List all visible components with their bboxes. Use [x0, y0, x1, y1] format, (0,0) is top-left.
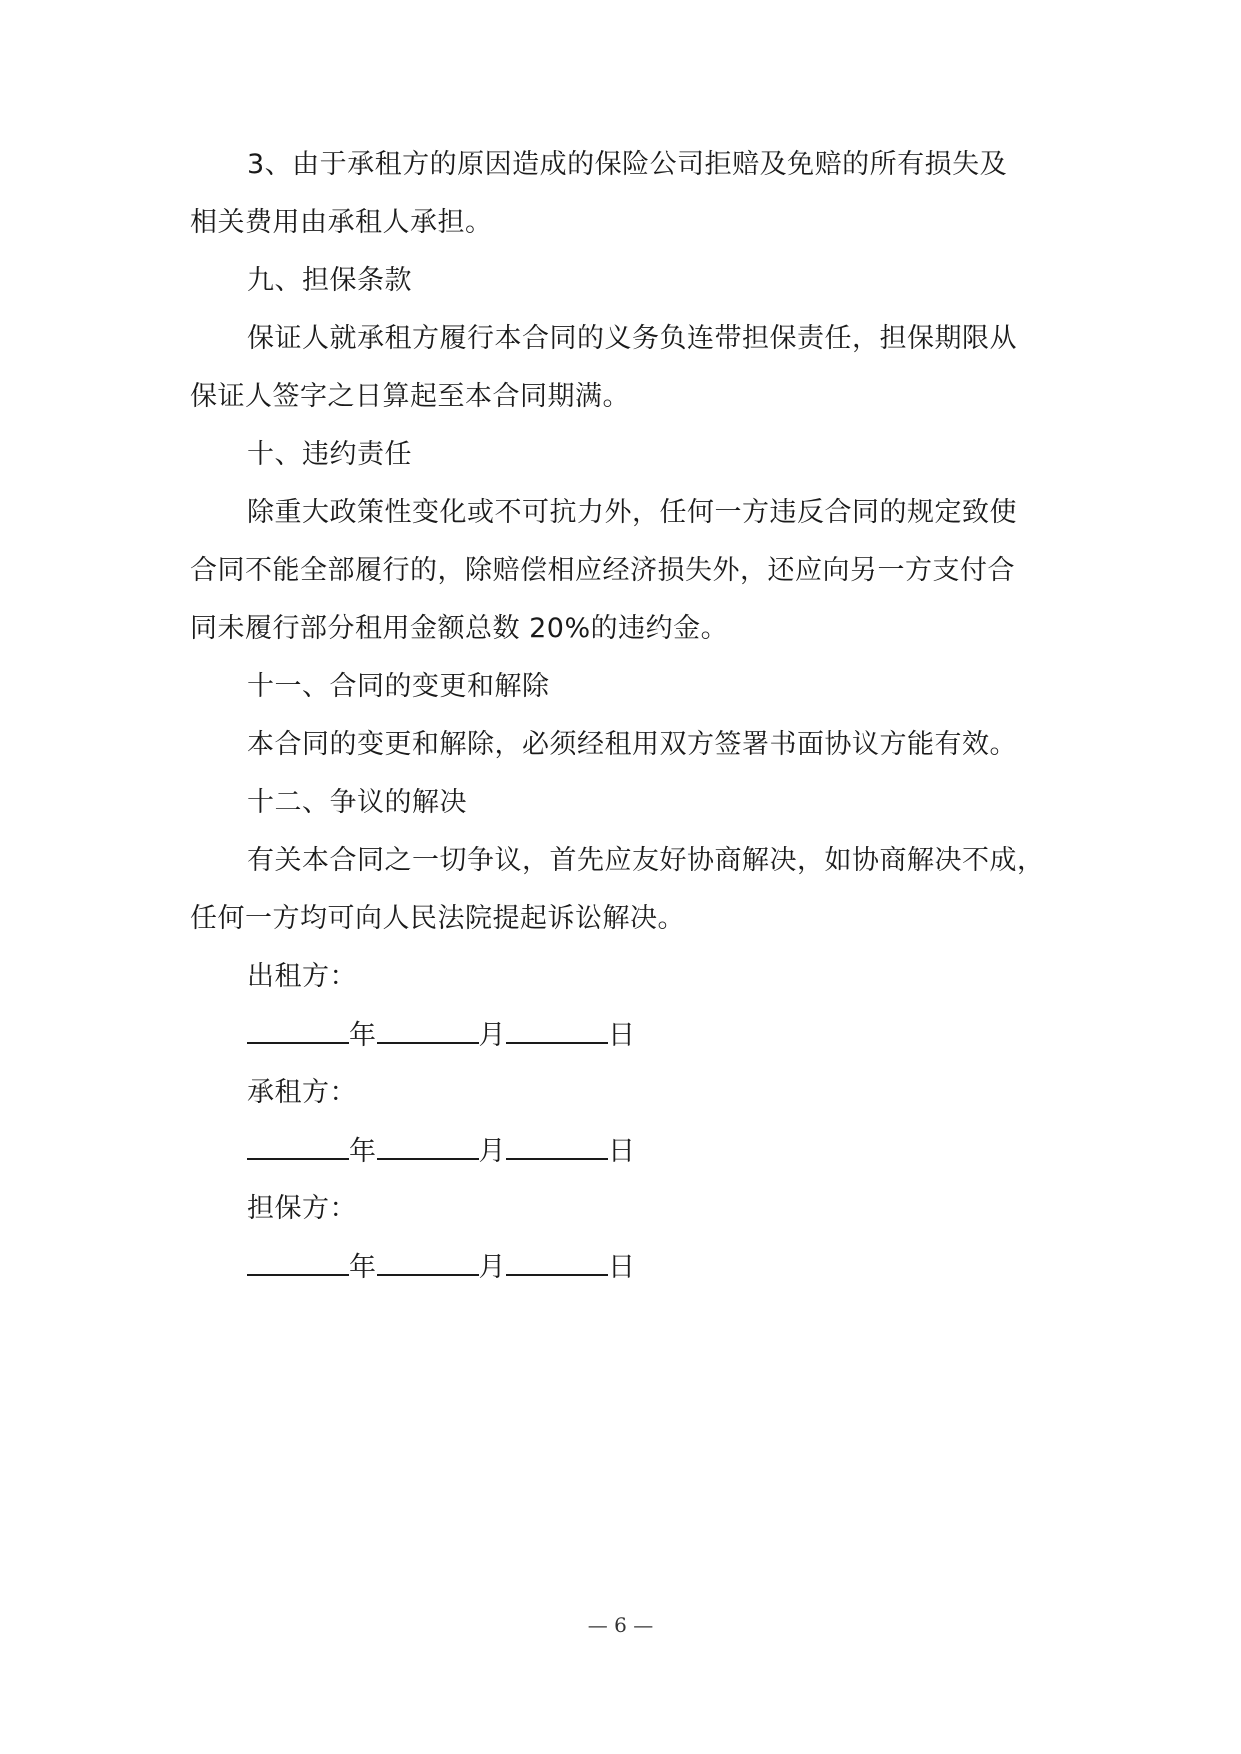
day-unit: 日 [608, 1252, 636, 1283]
year-unit: 年 [349, 1136, 377, 1167]
clause-12-body-line-2: 任何一方均可向人民法院提起诉讼解决。 [190, 903, 685, 934]
clause-10-body-line-3: 同未履行部分租用金额总数 20%的违约金。 [190, 613, 729, 644]
day-blank [506, 1018, 608, 1044]
lessor-date-line [247, 1018, 636, 1053]
month-blank [377, 1250, 479, 1276]
year-blank [247, 1134, 349, 1160]
clause-8-item-3-line-2: 相关费用由承租人承担。 [190, 207, 493, 238]
clause-9-body-line-1: 保证人就承租方履行本合同的义务负连带担保责任，担保期限从 [247, 323, 1017, 354]
lessee-date-line [247, 1134, 636, 1169]
day-blank [506, 1250, 608, 1276]
clause-10-heading: 十、违约责任 [247, 439, 412, 470]
clause-9-body-line-2: 保证人签字之日算起至本合同期满。 [190, 381, 630, 412]
clause-8-item-3-line-1: 3、由于承租方的原因造成的保险公司拒赔及免赔的所有损失及 [247, 149, 1008, 180]
clause-10-body-line-2: 合同不能全部履行的，除赔偿相应经济损失外，还应向另一方支付合 [190, 555, 1015, 586]
month-blank [377, 1018, 479, 1044]
clause-10-body-line-1: 除重大政策性变化或不可抗力外，任何一方违反合同的规定致使 [247, 497, 1017, 528]
year-unit: 年 [349, 1252, 377, 1283]
clause-9-heading: 九、担保条款 [247, 265, 412, 296]
month-blank [377, 1134, 479, 1160]
year-blank [247, 1018, 349, 1044]
month-unit: 月 [478, 1020, 506, 1051]
day-blank [506, 1134, 608, 1160]
clause-11-body: 本合同的变更和解除，必须经租用双方签署书面协议方能有效。 [247, 729, 1017, 760]
month-unit: 月 [478, 1136, 506, 1167]
day-unit: 日 [608, 1136, 636, 1167]
guarantor-label: 担保方： [247, 1193, 357, 1224]
year-blank [247, 1250, 349, 1276]
guarantor-date-line [247, 1250, 636, 1285]
year-unit: 年 [349, 1020, 377, 1051]
clause-12-body-line-1: 有关本合同之一切争议，首先应友好协商解决，如协商解决不成， [247, 845, 1045, 876]
lessee-label: 承租方： [247, 1077, 357, 1108]
day-unit: 日 [608, 1020, 636, 1051]
clause-12-heading: 十二、争议的解决 [247, 787, 467, 818]
month-unit: 月 [478, 1252, 506, 1283]
clause-11-heading: 十一、合同的变更和解除 [247, 671, 550, 702]
lessor-label: 出租方： [247, 961, 357, 992]
page-number: — 6 — [587, 1613, 654, 1637]
